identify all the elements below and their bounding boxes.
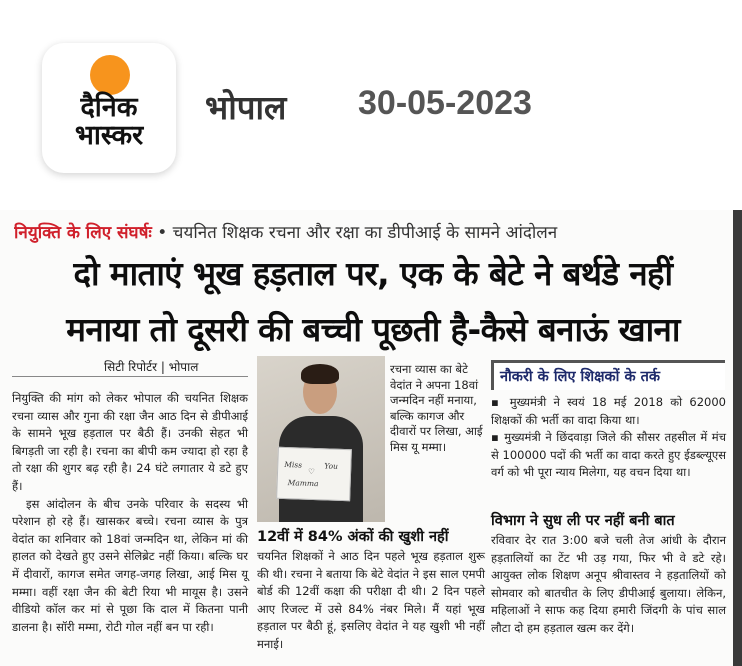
side-box-title: नौकरी के लिए शिक्षकों के तर्क: [500, 369, 661, 385]
news-clipping: [0, 210, 742, 666]
left-column: [12, 390, 248, 636]
side-box-bullets: [491, 394, 726, 482]
side-bullet-1: ▪ मुख्यमंत्री ने स्वयं 18 मई 2018 को 62000 शिक्षकों की भर्ती का वादा किया था।: [491, 395, 726, 427]
article-photo: [257, 356, 385, 522]
left-paragraph-2: इस आंदोलन के बीच उनके परिवार के सदस्य भी परेशान हो रहे हैं। खासकर बच्चे। रचना व्यास के पुत्र वेदांत का शनिवार को 18वां जन्मदिन था, लेकिन मां की हालत को देखते हुए उसने सेलिब्रेट नहीं किया। बल्कि घर में दीवारों, कागज समेत जगह-जगह लिखा, आई मिस यू मम्मा। वहीं रक्षा जैन की बेटी रिया भी मायूस है। उसने वीडियो कॉल कर मां से पूछा कि दाल में कितना पानी डालना है। सॉरी मम्मा, रोटी गोल नहीं बन पा रही।: [12, 496, 248, 634]
right-subheading: विभाग ने सुध ली पर नहीं बनी बात: [491, 513, 675, 529]
side-bullet-2: ▪ मुख्यमंत्री ने छिंदवाड़ा जिले की सौसर तहसील में मंच से 100000 पदों की भर्ती का वादा करते हुए ईडब्ल्यूएस वर्ग को भी पूरा न्याय मिलेगा, यह वचन दिया था।: [491, 430, 726, 480]
edition-city: भोपाल: [205, 88, 287, 127]
kicker-text: • चयनित शिक्षक रचना और रक्षा का डीपीआई के सामने आंदोलन: [151, 223, 558, 243]
right-edge-bar: [733, 210, 742, 666]
right-paragraph: रविवार देर रात 3:00 बजे चली तेज आंधी के दौरान हड़तालियों का टेंट भी उड़ गया, फिर भी वे डटे रहे। आयुक्त लोक शिक्षण अनूप श्रीवास्तव ने हड़तालियों को सोमवार को बातचीत के लिए डीपीआई बुलाया। लेकिन, महिलाओं ने साफ कह दिया हमारी जिंदगी के पांच साल लौटा दो हम हड़ताल खत्म कर देंगे।: [491, 533, 726, 635]
dainik-bhaskar-logo: [42, 43, 176, 173]
middle-paragraph: चयनित शिक्षकों ने आठ दिन पहले भूख हड़ताल शुरू की थी। रचना ने बताया कि बेटे वेदांत ने इस साल एमपी बोर्ड की 12वीं कक्षा की परीक्षा दी थी। 2 दिन पहले आए रिजल्ट में उसे 84% नंबर मिले। मैं यहां भूख हड़ताल पर बैठी हूं, इसलिए वेदांत ने यह खुशी भी नहीं मनाई।: [257, 549, 485, 651]
column-rule: [12, 376, 248, 377]
byline: सिटी रिपोर्टर | भोपाल: [104, 360, 199, 374]
photo-caption: रचना व्यास का बेटे वेदांत ने अपना 18वां जन्मदिन नहीं मनाया, बल्कि कागज और दीवारों पर लिखा, आई मिस यू मम्मा।: [390, 362, 483, 454]
logo-sun-icon: [90, 55, 130, 95]
photo-handwritten-card: Miss ♡ You Mamma: [276, 447, 352, 502]
logo-word-2: भास्कर: [74, 120, 144, 151]
side-box-header: [491, 360, 725, 390]
headline-line-1: दो माताएं भूख हड़ताल पर, एक के बेटे ने बर्थडे नहीं: [73, 254, 673, 293]
edition-date: 30-05-2023: [358, 84, 532, 122]
middle-subheading: 12वीं में 84% अंकों की खुशी नहीं: [257, 529, 449, 545]
logo-word-1: दैनिक: [80, 92, 138, 123]
headline-line-2: मनाया तो दूसरी की बच्ची पूछती है-कैसे बनाऊं खाना: [66, 310, 680, 349]
kicker-label: नियुक्ति के लिए संघर्षः: [14, 223, 152, 243]
left-paragraph-1: नियुक्ति की मांग को लेकर भोपाल की चयनित शिक्षक रचना व्यास और गुना की रक्षा जैन आठ दिन से डीपीआई के सामने भूख हड़ताल पर बैठी हैं। उनकी सेहत भी बिगड़ती जा रही है। रचना का बीपी कम ज्यादा हो रहा है तो रक्षा की शुगर बढ़ रही है। 24 घंटे लगातार ये डटे हुए हैं।: [12, 391, 248, 493]
kicker-line: [14, 220, 734, 246]
